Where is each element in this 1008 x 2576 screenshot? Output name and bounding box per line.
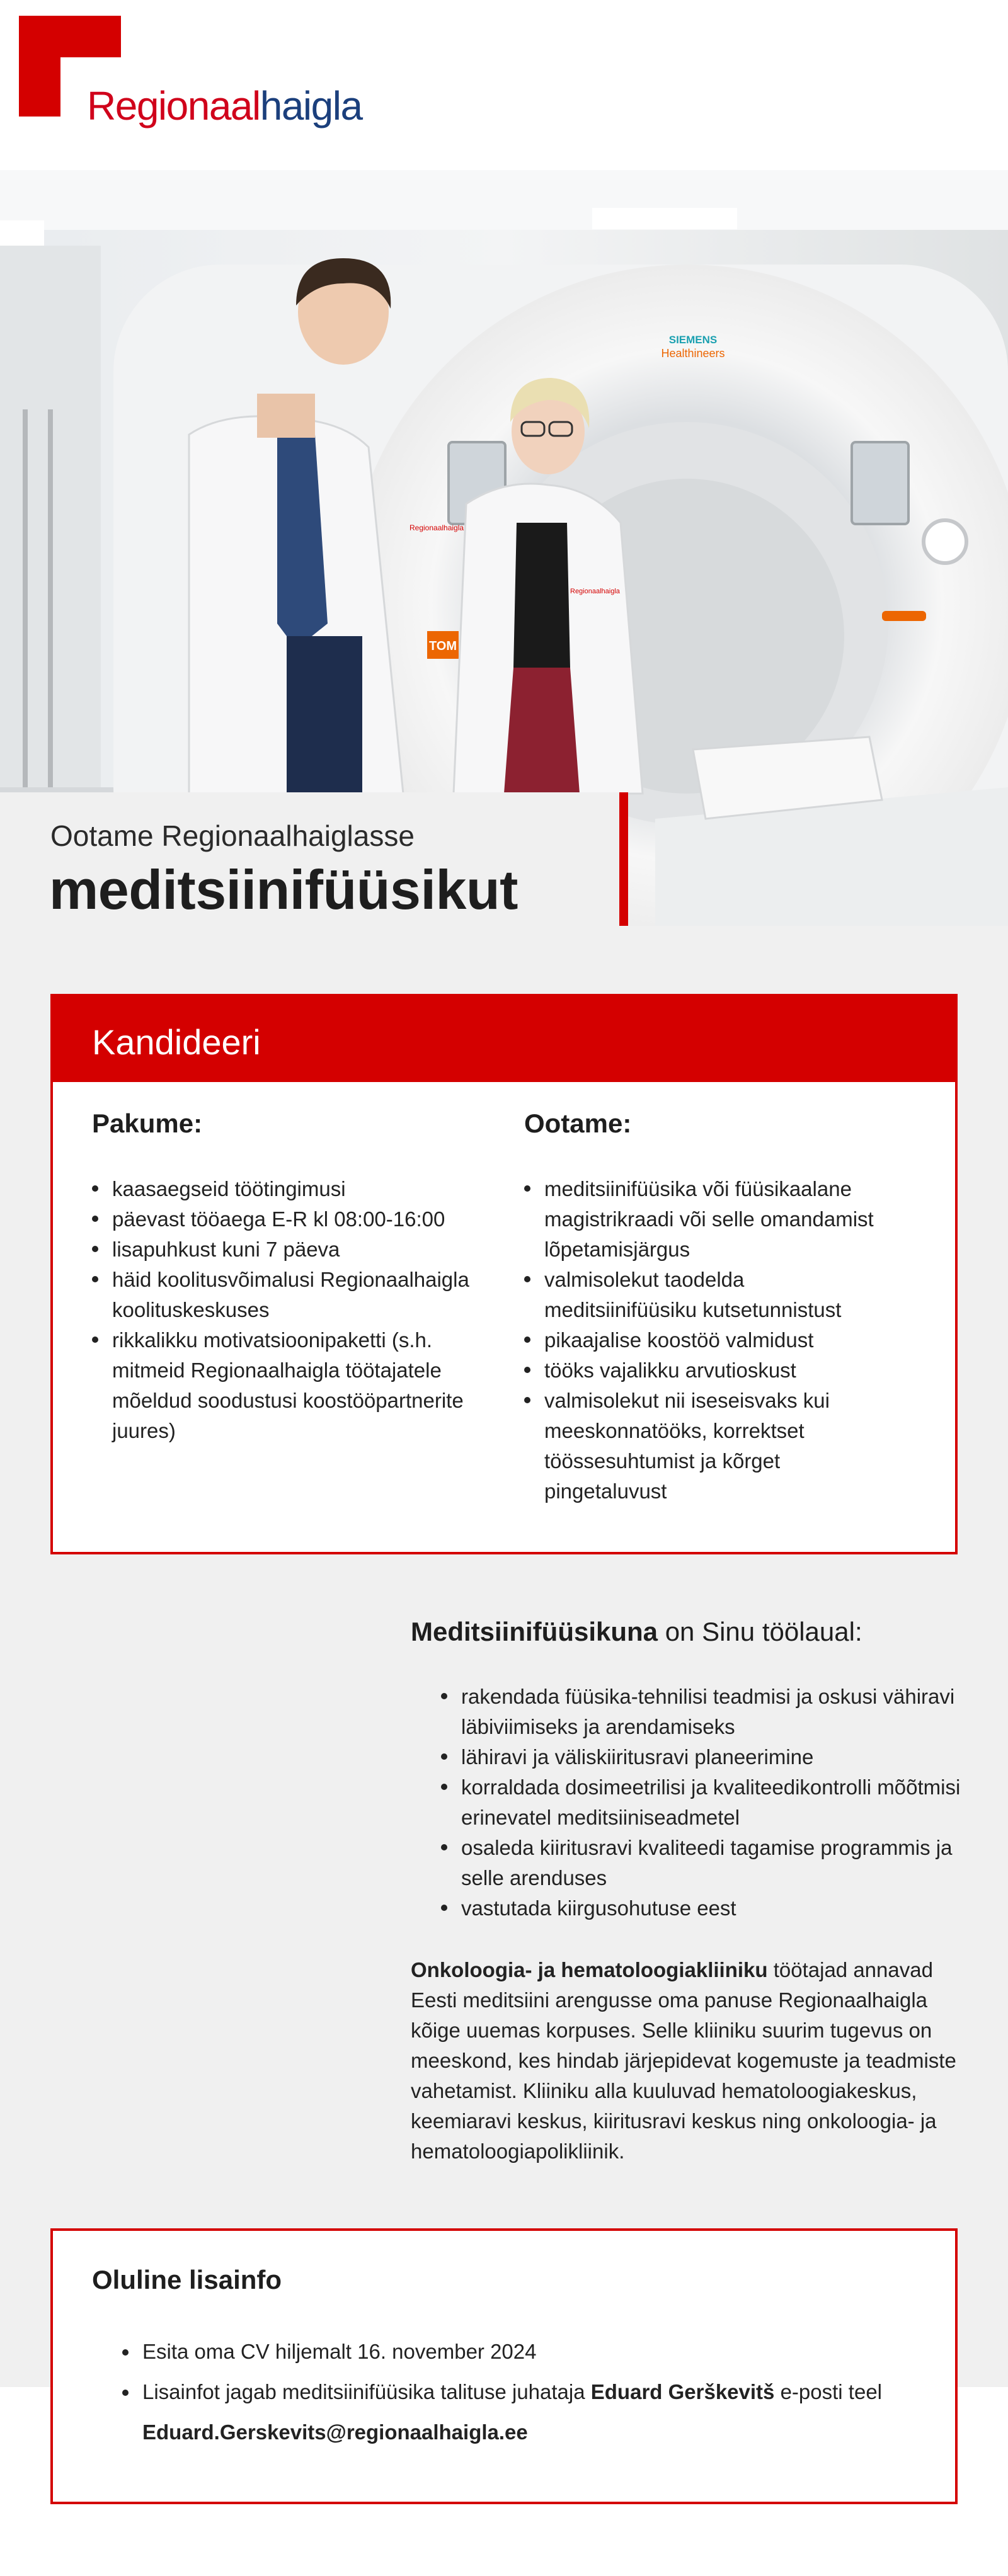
page-title: meditsiinifüüsikut (49, 858, 518, 921)
additional-info-card (50, 2228, 958, 2504)
list-item: lisapuhkust kuni 7 päeva (92, 1234, 470, 1265)
logo-wordmark (87, 83, 362, 129)
list-item: valmisolekut taodelda meditsiinifüüsiku kutsetunnistust (524, 1265, 902, 1325)
list-item: pikaajalise koostöö valmidust (524, 1325, 902, 1355)
list-item: päevast tööaega E-R kl 08:00-16:00 (92, 1204, 470, 1234)
logo-wordmark-part2: haigla (260, 83, 362, 128)
list-item: vastutada kiirgusohutuse eest (441, 1893, 970, 1923)
info-heading: Oluline lisainfo (92, 2265, 282, 2294)
title-accent-bar (619, 792, 628, 926)
apply-button-label[interactable]: Kandideeri (92, 1022, 261, 1062)
offer-heading: Pakume: (92, 1108, 203, 1138)
list-item: rikkalikku motivatsioonipaketti (s.h. mitmeid Regionaalhaigla töötajatele mõeldud soodustusi koostööpartnerite juures) (92, 1325, 470, 1446)
coat-logo-woman: Regionaalhaigla (570, 588, 620, 595)
job-details-card (50, 994, 958, 1554)
contact-prefix: Lisainfot jagab meditsiinifüüsika talituse juhataja (142, 2380, 591, 2403)
offer-list (92, 1174, 470, 1446)
list-item: tööks vajalikku arvutioskust (524, 1355, 902, 1386)
clinic-description (411, 1955, 965, 2167)
expect-list (524, 1174, 902, 1507)
list-item-deadline: Esita oma CV hiljemalt 16. november 2024 (122, 2332, 891, 2372)
list-item: kaasaegseid töötingimusi (92, 1174, 470, 1204)
regionaalhaigla-logo[interactable] (19, 16, 362, 129)
contact-name: Eduard Gerškevitš (590, 2380, 775, 2403)
scanner-brand-line2: Healthineers (661, 347, 725, 360)
expect-heading: Ootame: (524, 1108, 632, 1138)
page-header (0, 0, 1008, 170)
duties-list (441, 1682, 970, 1923)
list-item: korraldada dosimeetrilisi ja kvaliteedikontrolli mõõtmisi erinevatel meditsiiniseadmetel (441, 1772, 970, 1833)
contact-email-link[interactable]: Eduard.Gerskevits@regionaalhaigla.ee (142, 2420, 528, 2444)
clinic-name: Onkoloogia- ja hematoloogiakliiniku (411, 1958, 768, 1981)
apply-banner[interactable] (53, 996, 955, 1082)
duties-heading-bold: Meditsiinifüüsikuna (411, 1617, 658, 1646)
page-subtitle: Ootame Regionaalhaiglasse (50, 819, 415, 852)
list-item-contact (122, 2372, 891, 2453)
list-item: osaleda kiiritusravi kvaliteedi tagamise programmis ja selle arenduses (441, 1833, 970, 1893)
contact-mid: e-posti teel (774, 2380, 882, 2403)
logo-wordmark-part1: Regionaal (87, 83, 260, 128)
info-list (122, 2332, 891, 2453)
list-item: valmisolekut nii iseseisvaks kui meeskonnatööks, korrektset töössesuhtumist ja kõrget pingetaluvust (524, 1386, 902, 1507)
duties-heading (411, 1617, 862, 1647)
duties-heading-rest: on Sinu töölaual: (658, 1617, 862, 1646)
coat-logo-man: Regionaalhaigla (410, 523, 464, 532)
list-item: lähiravi ja väliskiiritusravi planeerimine (441, 1742, 970, 1772)
clinic-text: töötajad annavad Eesti meditsiini arengusse oma panuse Regionaalhaigla kõige uuemas korpuses. Selle kliiniku suurim tugevus on meeskond, kes hindab järjepidevat kogemuste ja teadmiste vahetamist. Kliiniku alla kuuluvad hematoloogiakeskus, keemiaravi keskus, kiiritusravi keskus ning onkoloogia- ja hematoloogiapolikliinik. (411, 1958, 956, 2163)
list-item: meditsiinifüüsika või füüsikaalane magistrikraadi või selle omandamist lõpetamisjärgus (524, 1174, 902, 1265)
scanner-side-label: TOM (428, 639, 457, 653)
list-item: rakendada füüsika-tehnilisi teadmisi ja oskusi vähiravi läbiviimiseks ja arendamiseks (441, 1682, 970, 1742)
list-item: häid koolitusvõimalusi Regionaalhaigla koolituskeskuses (92, 1265, 470, 1325)
scanner-brand-line1: SIEMENS (668, 334, 718, 346)
